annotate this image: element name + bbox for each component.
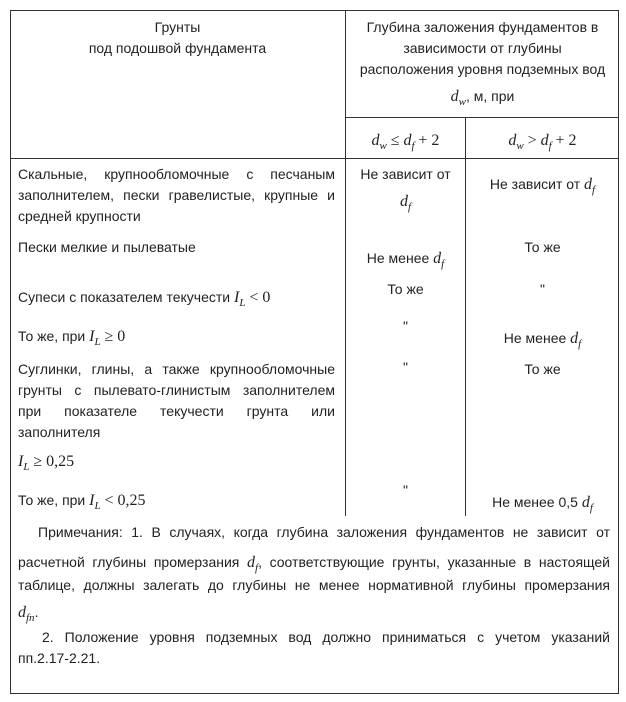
row-1-col3: Не зависит от $d_f$ (489, 176, 596, 196)
row-1-soil: Скальные, крупнообломочные с песчаным заполнителем, пески гравелистые, крупные и средней крупности (18, 166, 335, 224)
notes-line-6: пп.2.17-2.21. (18, 650, 101, 666)
header-soil-line2: под подошвой фундамента (88, 40, 267, 56)
header-depth-line2: зависимости от глубины (403, 40, 562, 56)
header-divider (10, 158, 619, 159)
row-3-col2: То же (387, 281, 424, 297)
row-5-col3: То же (524, 361, 561, 377)
subheader-dw-gt-df: $d_w > d_f + 2$ (508, 132, 577, 152)
header-depth (346, 17, 619, 113)
subheader-dw-le-df: $d_w \le d_f + 2$ (371, 132, 440, 152)
row-2-col2: Не менее $d_f$ (366, 250, 445, 270)
header-soil (10, 17, 345, 59)
header-depth-line1: Глубина заложения фундаментов в (366, 19, 599, 35)
header-depth-line3: расположения уровня подземных вод (359, 61, 606, 77)
notes-line-1: Примечания: 1. В случаях, когда глубина заложения фундаментов не зависит от (38, 524, 610, 540)
row-4-col3: Не менее $d_f$ (503, 330, 582, 350)
notes-line-5: 2. Положение уровня подземных вод должно приниматься с учетом указаний (42, 629, 610, 645)
row-3-soil: Супеси с показателем текучести $I_L < 0$ (18, 289, 271, 309)
notes-line-3: таблице, должны залегать до глубины не менее нормативной глубины промерзания (18, 577, 610, 593)
header-sub-divider (345, 117, 619, 118)
row-2-soil: Пески мелкие и пылеватые (18, 239, 196, 255)
row-6-col2: " (403, 482, 408, 498)
row-6-col3: Не менее 0,5 $d_f$ (492, 494, 593, 514)
row-4-soil: То же, при $I_L \ge 0$ (18, 328, 126, 348)
notes-line-4: $d_{fn}$. (18, 604, 39, 624)
header-depth-line4: $d_w$, м, при (450, 88, 515, 108)
row-3-col3: " (540, 281, 545, 297)
row-4-col2: " (403, 318, 408, 334)
row-1-col2: Не зависит от $d_f$ (360, 166, 451, 213)
row-6-soil: То же, при $I_L < 0,25$ (18, 492, 146, 512)
notes-line-2: расчетной глубины промерзания $d_f$, соответствующие грунты, указанные в настоящей (18, 554, 610, 574)
row-5-soil: Суглинки, глины, а также крупнообломочные грунты с пылевато-глинистым заполнителем при показателе текучести грунта или заполнителя $I_L \ge 0,25$ (18, 361, 335, 473)
row-2-col3: То же (524, 239, 561, 255)
row-5-col2: " (403, 359, 408, 375)
header-soil-line1: Грунты (154, 19, 201, 35)
